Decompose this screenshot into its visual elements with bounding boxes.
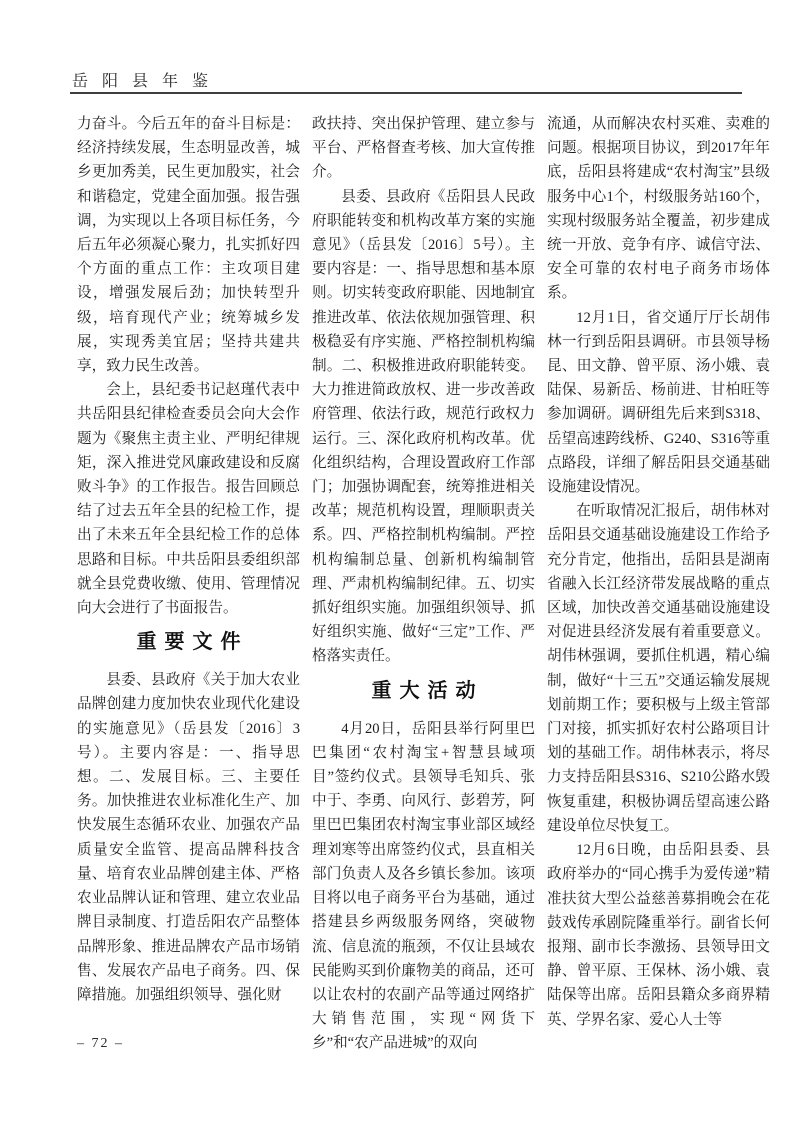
header-rule (70, 92, 742, 94)
paragraph: 12月1日，省交通厅厅长胡伟林一行到岳阳县调研。市县领导杨昆、田文静、曾平原、汤小娥、袁陆保、易新岳、杨前进、甘柏旺等参加调研。调研组先后来到S318、岳望高速跨线桥、G240、S316等重点路段，详细了解岳阳县交通基础设施建设情况。 (547, 309, 770, 496)
paragraph: 县委、县政府《关于加大农业品牌创建力度加快农业现代化建设的实施意见》（岳县发〔2016〕3号）。主要内容是：一、指导思想。二、发展目标。三、主要任务。加快推进农业标准化生产、加快发展生态循环农业、加强农产品质量安全监管、提高品牌科技含量、培育农业品牌创建主体、严格农业品牌认证和管理、建立农业品牌目录制度、打造岳阳农产品整体品牌形象、推进品牌农产品市场销售、发展农产品电子商务。四、保障措施。加强组织领导、强化财 (77, 672, 300, 1003)
paragraph: 4月20日，岳阳县举行阿里巴巴集团“农村淘宝+智慧县域项目”签约仪式。县领导毛知兵、张中于、李勇、向风行、彭碧芳，阿里巴巴集团农村淘宝事业部区域经理刘寒等出席签约仪式，县直相关部门负责人及各乡镇长参加。该项目将以电子商务平台为基础，通过搭建县乡两级服务网络，突破物流、信息流的瓶颈，不仅让县域农民能购买到价廉物美的商品，还可以让农村的农副产品等通过网络扩大销售范围，实现“网货下乡”和“农产品进城”的双向 (312, 720, 535, 1052)
paragraph: 流通，从而解决农村买难、卖难的问题。根据项目协议，到2017年年底，岳阳县将建成“农村淘宝”县级服务中心1个，村级服务站160个，实现村级服务站全覆盖，初步建成统一开放、竞争有序、诚信守法、安全可靠的农村电子商务市场体系。 (547, 116, 770, 302)
paragraph: 12月6日晚，由岳阳县委、县政府举办的“同心携手为爱传递”精准扶贫大型公益慈善募捐晚会在花鼓戏传承剧院隆重举行。副省长何报翔、副市长李激扬、县领导田文静、曾平原、王保林、汤小娥、袁陆保等出席。岳阳县籍众多商界精英、学界名家、爱心人士等 (547, 842, 770, 1028)
paragraph: 会上，县纪委书记赵瑾代表中共岳阳县纪律检查委员会向大会作题为《聚焦主责主业、严明纪律规矩，深入推进党风廉政建设和反腐败斗争》的工作报告。报告回顾总结了过去五年全县的纪检工作，提出了未来五年全县纪检工作的总体思路和目标。中共岳阳县委组织部就全县党费收缴、使用、管理情况向大会进行了书面报告。 (77, 382, 300, 617)
page-header-title: 岳阳县年鉴 (72, 73, 223, 90)
text-column-3 (547, 112, 770, 1052)
paragraph: 在听取情况汇报后，胡伟林对岳阳县交通基础设施建设工作给予充分肯定，他指出，岳阳县是湖南省融入长江经济带发展战略的重点区域，加快改善交通基础设施建设对促进县经济发展有着重要意义。胡伟林强调，要抓住机遇，精心编制，做好“十三五”交通运输发展规划前期工作；要积极与上级主管部门对接，抓实抓好农村公路项目计划的基础工作。胡伟林表示，将尽力支持岳阳县S316、S210公路水毁恢复重建，积极协调岳望高速公路建设单位尽快复工。 (547, 503, 770, 834)
paragraph: 力奋斗。今后五年的奋斗目标是：经济持续发展，生态明显改善，城乡更加秀美，民生更加殷实，社会和谐稳定，党建全面加强。报告强调，为实现以上各项目标任务，今后五年必须凝心聚力，扎实抓好四个方面的重点工作：主攻项目建设，增强发展后劲；加快转型升级，培育现代产业；统筹城乡发展，实现秀美宜居；坚持共建共享，致力民生改善。 (77, 116, 300, 375)
paragraph: 政扶持、突出保护管理、建立参与平台、严格督查考核、加大宣传推介。 (312, 116, 535, 181)
text-column-2 (312, 112, 535, 1052)
section-heading-important-documents: 重要文件 (136, 631, 249, 654)
page-content (77, 112, 769, 1052)
paragraph: 县委、县政府《岳阳县人民政府职能转变和机构改革方案的实施意见》（岳县发〔2016〕5号）。主要内容是：一、指导思想和基本原则。切实转变政府职能、因地制宜推进改革、依法依规加强管理、积极稳妥有序实施、严格控制机构编制。二、积极推进政府职能转变。大力推进简政放权、进一步改善政府管理、依法行政，规范行政权力运行。三、深化政府机构改革。优化组织结构，合理设置政府工作部门；加强协调配套，统筹推进相关改革；规范机构设置，理顺职责关系。四、严格控制机构编制。严控机构编制总量、创新机构编制管理、严肃机构编制纪律。五、切实抓好组织实施。加强组织领导、抓好组织实施、做好“三定”工作、严格落实责任。 (312, 188, 535, 665)
section-heading-major-activities: 重大活动 (371, 679, 484, 702)
text-column-1 (77, 112, 300, 1052)
page-number: – 72 – (77, 1036, 124, 1051)
page-footer (77, 1036, 124, 1052)
